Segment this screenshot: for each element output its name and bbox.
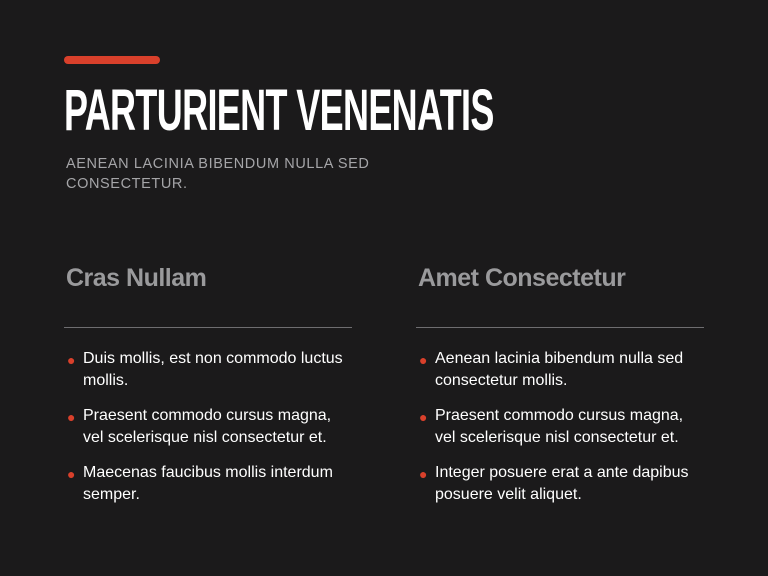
bullet-text: Praesent commodo cursus magna, vel scelerisque nisl consectetur et. [83,407,332,446]
bullet-dot-icon: ● [419,409,428,425]
left-column-heading: Cras Nullam [66,264,207,292]
list-item [64,348,354,392]
slide-subtitle: AENEAN LACINIA BIBENDUM NULLA SED CONSECTETUR. [66,156,370,192]
list-item [416,405,706,449]
right-column-divider [416,327,704,328]
right-bullet-list [416,348,706,519]
list-item [416,462,706,506]
bullet-dot-icon: ● [419,352,428,368]
left-column-divider [64,327,352,328]
list-item [416,348,706,392]
bullet-dot-icon: ● [67,409,76,425]
list-item [64,462,354,506]
slide-title: PARTURIENT VENENATIS [64,78,494,143]
bullet-text: Aenean lacinia bibendum nulla sed consectetur mollis. [435,350,684,389]
left-column [64,262,354,503]
bullet-text: Maecenas faucibus mollis interdum semper. [83,464,333,503]
bullet-dot-icon: ● [67,466,76,482]
bullet-dot-icon: ● [67,352,76,368]
bullet-text: Praesent commodo cursus magna, vel scelerisque nisl consectetur et. [435,407,684,446]
bullet-text: Integer posuere erat a ante dapibus posuere velit aliquet. [435,464,689,503]
title-accent-bar [64,56,160,64]
bullet-text: Duis mollis, est non commodo luctus mollis. [83,350,343,389]
left-bullet-list [64,348,354,519]
bullet-dot-icon: ● [419,466,428,482]
right-column-heading: Amet Consectetur [418,264,626,292]
right-column [416,262,706,503]
list-item [64,405,354,449]
